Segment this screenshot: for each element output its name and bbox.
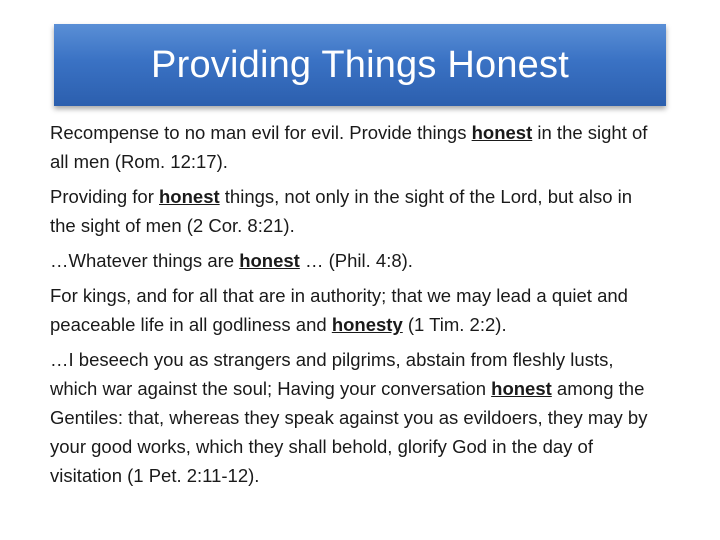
- paragraph-1tim: [50, 281, 662, 339]
- keyword-highlight: honesty: [331, 314, 403, 335]
- keyword-highlight: honest: [491, 378, 552, 399]
- paragraph-text: in the sight of all men (Rom. 12:17).: [50, 122, 648, 172]
- paragraph-text: For kings, and for all that are in authority; that we may lead a quiet and peaceable life in all godliness and: [50, 285, 628, 335]
- keyword-highlight: honest: [471, 122, 533, 143]
- paragraph-text: Recompense to no man evil for evil. Provide things: [50, 122, 472, 143]
- paragraph-text: (1 Tim. 2:2).: [402, 314, 507, 335]
- paragraph-text: things, not only in the sight of the Lord, but also in the sight of men (2 Cor. 8:21).: [50, 186, 633, 236]
- paragraph-text: …I beseech you as strangers and pilgrims, abstain from fleshly lusts, which war against the soul; Having your conversation: [50, 349, 614, 399]
- slide-title-bar: [54, 24, 666, 106]
- slide-title: Providing Things Honest: [151, 43, 569, 86]
- paragraph-text: among the Gentiles: that, whereas they speak against you as evildoers, they may by your good works, which they shall behold, glorify God in the day of visitation (1 Pet. 2:11-12).: [50, 378, 648, 486]
- paragraph-2cor: [50, 182, 662, 240]
- paragraph-text: … (Phil. 4:8).: [299, 250, 413, 271]
- paragraph-rom: [50, 118, 662, 176]
- keyword-highlight: honest: [159, 186, 220, 207]
- paragraph-text: …Whatever things are: [50, 250, 240, 271]
- slide-body: [50, 118, 662, 496]
- paragraph-text: Providing for: [50, 186, 159, 207]
- paragraph-1pet: [50, 345, 662, 490]
- keyword-highlight: honest: [239, 250, 300, 271]
- paragraph-phil: [50, 246, 662, 275]
